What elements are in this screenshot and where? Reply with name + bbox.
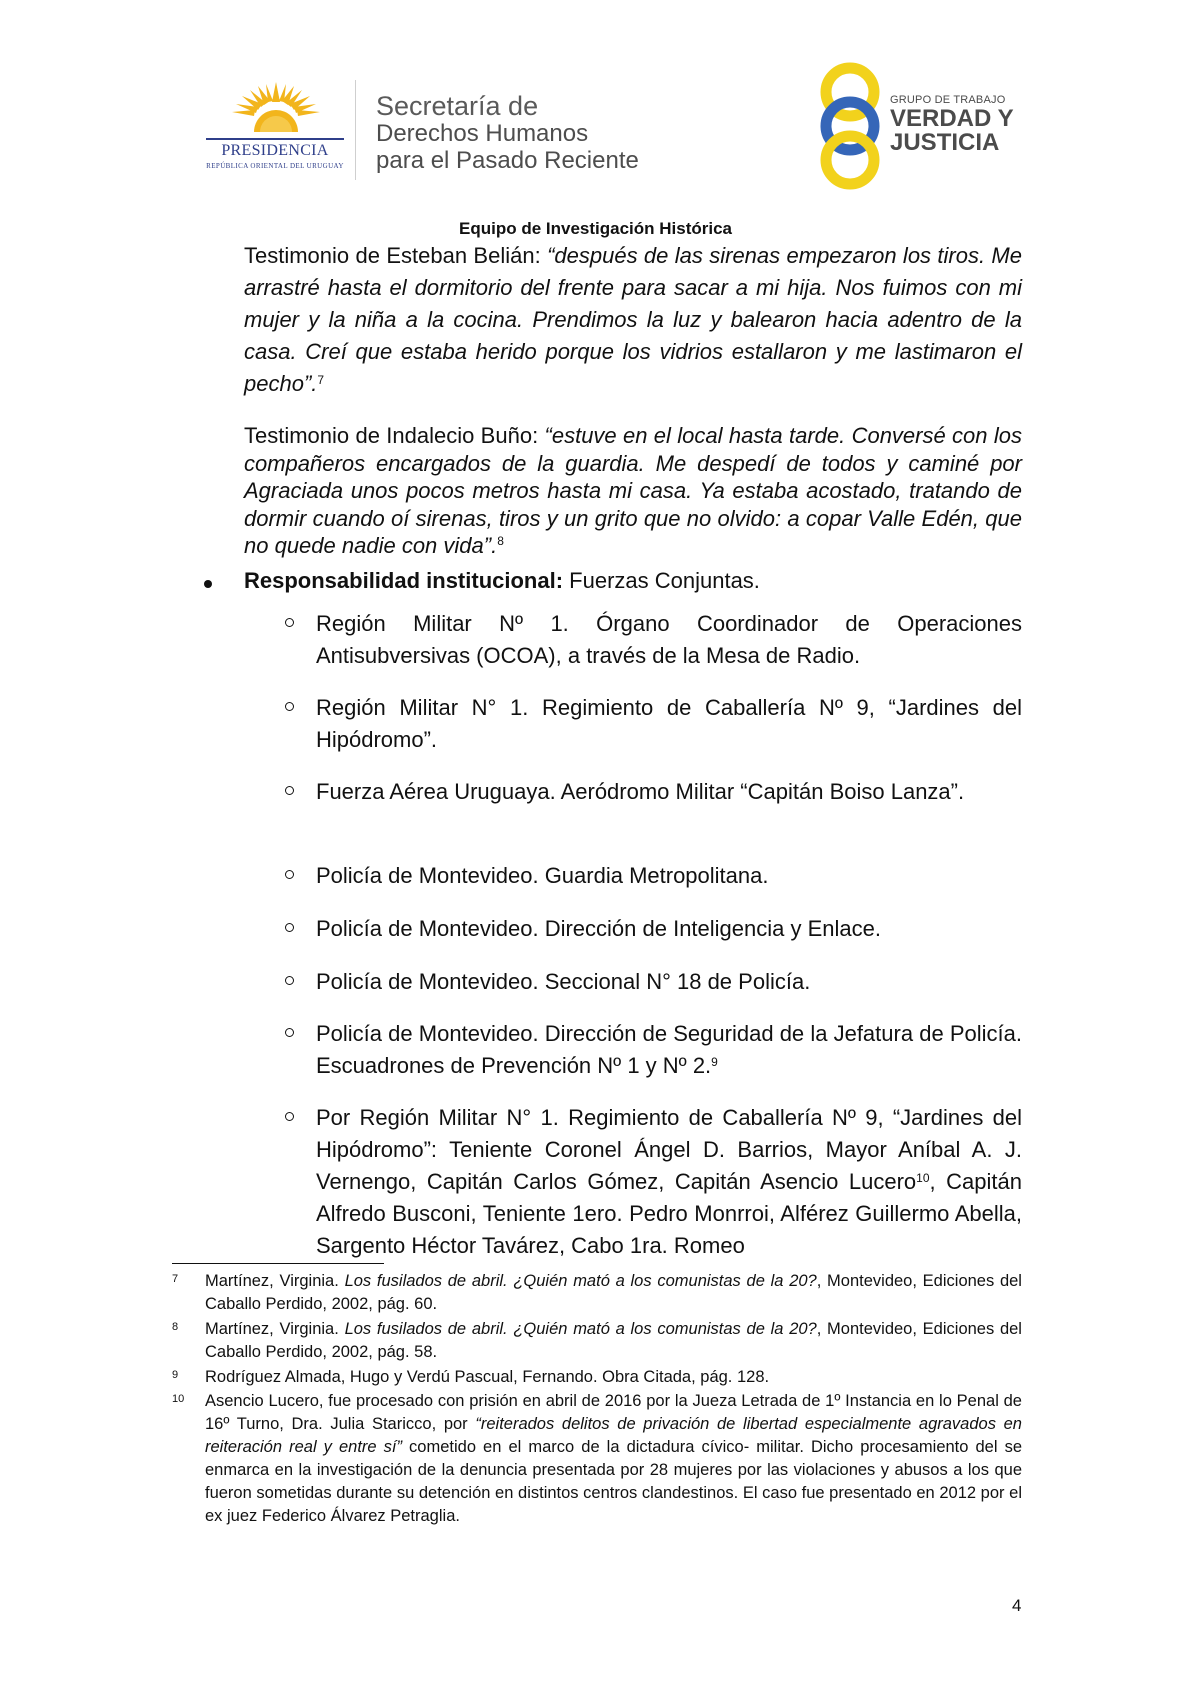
list-item-text: Región Militar N° 1. Regimiento de Caballería Nº 9, “Jardines del Hipódromo”. [316, 695, 1022, 752]
footnote-title: Los fusilados de abril. ¿Quién mató a los comunistas de la 20? [344, 1320, 817, 1338]
list-item-text: Región Militar Nº 1. Órgano Coordinador de Operaciones Antisubversivas (OCOA), a través de la Mesa de Radio. [316, 611, 1022, 668]
list-item-text: Policía de Montevideo. Dirección de Inteligencia y Enlace. [316, 916, 881, 941]
circle-bullet-icon [285, 618, 294, 627]
secretariat-logo-text [376, 92, 639, 174]
testimony-quote: “estuve en el local hasta tarde. Conversé con los compañeros encargados de la guardia. Me despedí de todos y caminé por Agraciada unos pocos metros hasta mi casa. Ya estaba acostado, tratando de dormir cuando oí sirenas, tiros y un grito que no olvido: a copar Valle Edén, que no quede nadie con vida”. [244, 423, 1022, 558]
footnote-ref: 8 [497, 534, 504, 548]
footnote-title: Los fusilados de abril. ¿Quién mató a los comunistas de la 20? [344, 1272, 817, 1290]
footnote-text [205, 1270, 1022, 1316]
working-group-line2: VERDAD Y [890, 105, 1014, 132]
footnote-text [205, 1390, 1022, 1528]
presidencia-logo [200, 80, 350, 180]
verdad-y-justicia-text [890, 94, 1014, 155]
circle-bullet-icon [285, 1028, 294, 1037]
header-divider [355, 80, 356, 180]
footnote-body: Asencio Lucero, fue procesado con prisión en abril de 2016 por la Jueza Letrada de 1º Instancia en lo Penal de 16º Turno, Dra. Julia Staricco, por [205, 1392, 1022, 1433]
list-item-body: Policía de Montevideo. Dirección de Seguridad de la Jefatura de Policía. Escuadrones de Prevención Nº 1 y Nº 2. [316, 1021, 1022, 1078]
footnote-number: 10 [172, 1393, 185, 1405]
footnote-body-cont: cometido en el marco de la dictadura cívico- militar. Dicho procesamiento del se enmarca en la investigación de la denuncia presentada por 28 mujeres por las violaciones y abusos a los que fueron sometidas durante su detención en distintos centros clandestinos. El caso fue presentado en 2012 por el ex juez Federico Álvarez Petraglia. [205, 1438, 1023, 1525]
footnote-number: 7 [172, 1273, 179, 1285]
verdad-y-justicia-logo [812, 60, 1024, 190]
list-item-text: Fuerza Aérea Uruguaya. Aeródromo Militar “Capitán Boiso Lanza”. [316, 779, 965, 804]
presidencia-subtitle: REPÚBLICA ORIENTAL DEL URUGUAY [206, 162, 344, 170]
footnote-ref: 9 [711, 1055, 718, 1069]
circle-bullet-icon [285, 923, 294, 932]
secretariat-line3: para el Pasado Reciente [376, 147, 639, 174]
footnote-text: Rodríguez Almada, Hugo y Verdú Pascual, Fernando. Obra Citada, pág. 128. [205, 1368, 770, 1386]
footnote-quote: “reiterados delitos de privación de libertad especialmente agravados en reiteración real y entre sí” [205, 1415, 1022, 1456]
footnote-number: 9 [172, 1369, 179, 1381]
testimony-buno [244, 422, 1022, 560]
circle-bullet-icon [285, 1112, 294, 1121]
circle-bullet-icon [285, 870, 294, 879]
page-number: 4 [1012, 1596, 1022, 1615]
secretariat-line2: Derechos Humanos [376, 120, 589, 147]
footnote-number: 8 [172, 1321, 179, 1333]
testimonies [244, 240, 1022, 560]
footnote-text [205, 1318, 1022, 1364]
list-item-text: Policía de Montevideo. Seccional N° 18 de Policía. [316, 969, 811, 994]
page-header [0, 0, 1191, 215]
working-group-line1: GRUPO DE TRABAJO [890, 94, 1006, 106]
testimony-quote: “después de las sirenas empezaron los tiros. Me arrastré hasta el dormitorio del frente para sacar a mi hija. Nos fuimos con mi mujer y la niña a la cocina. Prendimos la luz y balearon hacia adentro de la casa. Creí que estaba herido porque los vidrios estallaron y me lastimaron el pecho”. [244, 243, 1022, 396]
rings-icon [812, 60, 892, 190]
responsibility-label: Responsabilidad institucional: [244, 568, 564, 593]
list-item-body: Por Región Militar N° 1. Regimiento de Caballería Nº 9, “Jardines del Hipódromo”: Teniente Coronel Ángel D. Barrios, Mayor Aníbal A. J. Vernengo, Capitán Carlos Gómez, Capitán Asencio Lucero [316, 1105, 1022, 1194]
list-item-text [316, 1102, 1022, 1262]
footnote-rest: , Montevideo, Ediciones del Caballo Perdido, 2002, pág. 60. [205, 1272, 1022, 1313]
testimony-intro: Testimonio de Indalecio Buño: [244, 423, 545, 448]
presidencia-rule [206, 138, 344, 140]
presidencia-name: PRESIDENCIA [221, 142, 329, 159]
circle-bullet-icon [285, 976, 294, 985]
responsibility-value: Fuerzas Conjuntas. [563, 568, 760, 593]
working-group-line3: JUSTICIA [890, 129, 1000, 156]
footnote-ref: 10 [916, 1171, 930, 1185]
team-title: Equipo de Investigación Histórica [459, 219, 732, 238]
footnote-rest: , Montevideo, Ediciones del Caballo Perdido, 2002, pág. 58. [205, 1320, 1022, 1361]
footnote-ref: 7 [317, 373, 325, 387]
list-item-text [316, 1018, 1022, 1082]
list-item-body-cont: , Capitán Alfredo Busconi, Teniente 1ero. Pedro Monrroi, Alférez Guillermo Abella, Sargento Héctor Tavárez, Cabo 1ra. Romeo [316, 1169, 1023, 1258]
responsibility-heading [244, 568, 1022, 594]
testimony-belian [244, 240, 1022, 400]
secretariat-line1: Secretaría de [376, 91, 539, 121]
circle-bullet-icon [285, 786, 294, 795]
testimony-intro: Testimonio de Esteban Belián: [244, 243, 548, 268]
footnote-author: Martínez, Virginia. [205, 1272, 345, 1290]
footnote-separator [172, 1263, 384, 1264]
list-item-text: Policía de Montevideo. Guardia Metropolitana. [316, 863, 769, 888]
circle-bullet-icon [285, 702, 294, 711]
footnote-author: Martínez, Virginia. [205, 1320, 345, 1338]
sun-icon [228, 80, 324, 140]
bullet-icon [204, 580, 212, 588]
